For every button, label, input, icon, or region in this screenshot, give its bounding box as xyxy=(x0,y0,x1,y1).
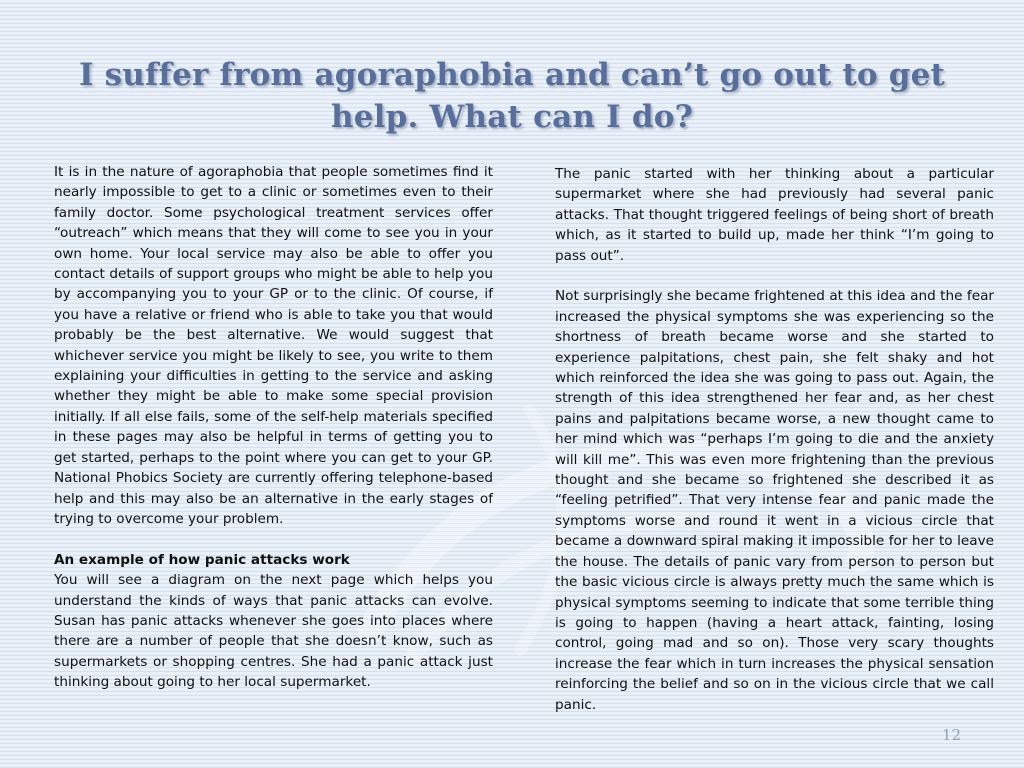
right-paragraph-2: Not surprisingly she became frightened at this idea and the fear increased the physical symptoms she was experiencing so the shortness of breath became worse and she started to experience palpitations, chest pain, she felt shaky and hot which reinforced the idea she was going to pass out. Again, the strength of this idea strengthened her fear and, as her chest pains and palpitations became worse, a new thought came to her mind which was “perhaps I’m going to die and the anxiety will kill me”. This was even more frightening than the previous thought and she became so frightened she described it as “feeling petrified”. That very intense fear and panic made the symptoms worse and round it went in a vicious circle that became a downward spiral making it impossible for her to leave the house. The details of panic vary from person to person but the basic vicious circle is always pretty much the same which is physical symptoms seeming to indicate that some terrible thing is going to happen (having a heart attack, fainting, losing control, going mad and so on). Those very scary thoughts increase the fear which in turn increases the physical sensation reinforcing the belief and so on in the vicious circle that we call panic. xyxy=(555,288,994,713)
right-paragraph-1: The panic started with her thinking about a particular supermarket where she had previously had several panic attacks. That thought triggered feelings of being short of breath which, as it started to build up, made her think “I’m going to pass out”. xyxy=(555,166,994,264)
section-heading: An example of how panic attacks work xyxy=(54,551,350,568)
left-column xyxy=(54,162,493,693)
slide-title xyxy=(60,54,964,138)
title-line-1: I suffer from agoraphobia and can’t go out to get xyxy=(78,57,946,93)
left-paragraph-1: It is in the nature of agoraphobia that people sometimes find it nearly impossible to get to a clinic or sometimes even to their family doctor. Some psychological treatment services offer “outreach” which means that they will come to see you in your own home. Your local service may also be able to offer you contact details of support groups who might be able to help you by accompanying you to your GP or to the clinic. Of course, if you have a relative or friend who is able to take you that would probably be the best alternative. We would suggest that whichever service you might be likely to see, you write to them explaining your difficulties in getting to the service and asking whether they might be able to make some special provision initially. If all else fails, some of the self-help materials specified in these pages may also be helpful in terms of getting you to get started, perhaps to the point where you can get to your GP. National Phobics Society are currently offering telephone-based help and this may also be an alternative in the early stages of trying to overcome your problem. xyxy=(54,164,493,527)
page-number: 12 xyxy=(942,726,962,744)
left-paragraph-2: You will see a diagram on the next page which helps you understand the kinds of ways that panic attacks can evolve. Susan has panic attacks whenever she goes into places where there are a number of people that she doesn’t know, such as supermarkets or shopping centres. She had a panic attack just thinking about going to her local supermarket. xyxy=(54,572,493,691)
title-line-2: help. What can I do? xyxy=(331,99,693,135)
right-column xyxy=(555,164,994,715)
